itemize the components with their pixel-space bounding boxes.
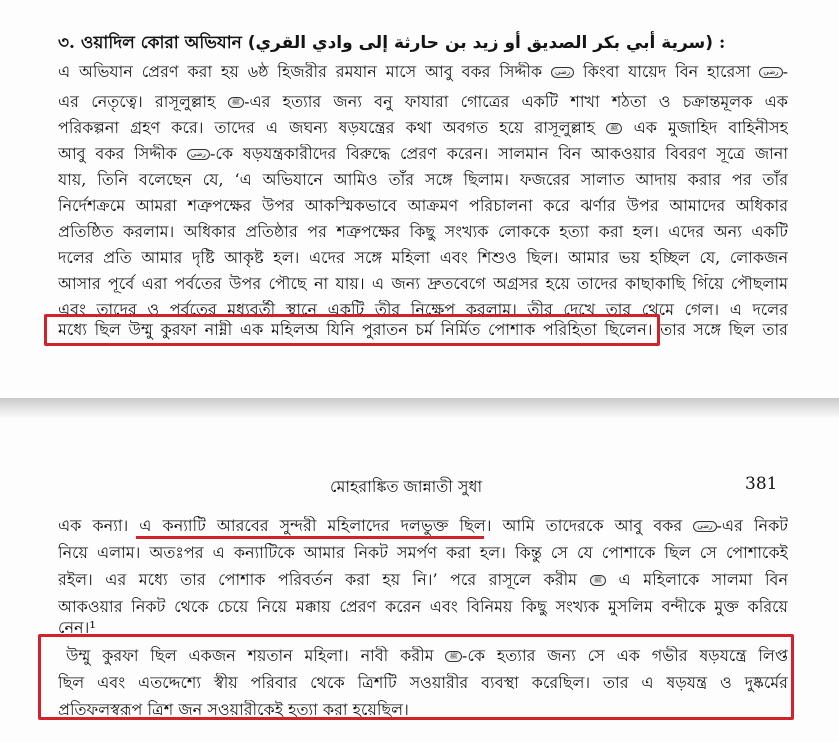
text-segment: মধ্যে ছিল উম্মু কুরফা নাম্নী এক মহিলঅ যিনি পুরাতন চর্ম নির্মিত পোশাক পরিহিতা ছিলেন। তার সঙ্গে ছিল তার [58,320,788,339]
honorific-seal-icon: رضي [187,149,210,160]
text-line [58,618,788,638]
text-line [58,274,788,294]
text-segment: নেন।¹ [58,618,96,637]
running-head: মোহরাঙ্কিত জান্নাতী সুধা [330,477,483,496]
highlight-underline-daughter [136,536,484,539]
text-line [58,196,788,216]
text-line [58,543,788,563]
text-segment: এবং তাদের ও পর্বতের মধ্যবর্তী স্থানে একটি তীর নিক্ষেপ করলাম। তীর দেখে তার থেমে গেল। এ দলের [58,300,788,319]
text-line [58,62,788,82]
heading-arabic: (سرية أبي بكر الصديق أو زيد بن حارثة إلى وادي القري) [247,33,714,53]
honorific-seal-icon: رضي [551,67,574,78]
page-separator [0,398,839,420]
heading-bengali: ৩. ওয়াদিল কোরা অভিযান [58,33,242,53]
honorific-seal-icon: ﷺ [445,651,461,662]
text-line [66,646,788,666]
text-line [58,248,788,268]
text-segment: এ মহিলাকে সালমা বিন [606,570,788,589]
text-segment: প্রতিফলস্বরূপ ত্রিশ জন সওয়ারীকেই হত্যা করা হয়েছিল। [58,700,409,719]
text-segment: নিয়ে এলাম। অতঃপর এ কন্যাটিকে আমার নিকট সমর্পণ করা হল। কিন্তু সে যে পোশাকে ছিল সে পোশাকেই [58,543,788,562]
text-segment: প্রতিষ্ঠিত করলাম। অধিকার প্রতিষ্ঠার পর শত্রুপক্ষের কিছু সংখ্যক লোককে হত্যা করা হল। এদের অন্য একটি [58,222,788,241]
text-line [58,597,788,617]
honorific-seal-icon: رضي [759,67,782,78]
text-line [58,222,788,242]
text-segment: -এর হত্যার জন্য বনু ফাযারা গোত্রের একটি শাখা শঠতা ও চক্রান্তমূলক এক [244,92,788,111]
honorific-seal-icon: رضي [693,521,716,532]
text-segment: -কে হত্যার জন্য সে এক গভীর ষড়যন্ত্রে লিপ্ত [461,646,788,665]
section-heading [58,30,788,58]
text-segment: ছিল এবং এতদ্দেশ্যে স্বীয় পরিবার থেকে ত্রিশটি সওয়ারীর ব্যবস্থা করেছিল। তার এ ষড়যন্ত্র ও দুষ্কর্মের [58,673,788,692]
text-segment: এক মুজাহিদ বাহিনীসহ [622,118,788,137]
text-segment: রইল। এর মধ্যে তার পোশাক পরিবর্তন করা হয় নি।’ পরে রাসূলে করীম [58,570,590,589]
honorific-seal-icon: ﷺ [228,97,244,108]
text-segment: এ অভিযান প্রেরণ করা হয় ৬ষ্ঠ হিজরীর রমযান মাসে আবু বকর সিদ্দীক [58,62,551,81]
text-segment: এক কন্যা। এ কন্যাটি আরবের সুন্দরী মহিলাদের দলভুক্ত ছিল। আমি তাদেরকে আবু বকর [58,516,694,535]
text-line [58,118,788,138]
honorific-seal-icon: ﷺ [590,575,606,586]
honorific-seal-icon: ﷺ [606,123,622,134]
text-segment: পরিকল্পনা গ্রহণ করে। তাদের এ জঘন্য ষড়যন্ত্রের কথা অবগত হয়ে রাসূলুল্লাহ [58,118,607,137]
text-line [58,300,788,320]
text-segment: নির্দেশক্রমে আমরা শত্রুপক্ষের উপর আকস্মিকভাবে আক্রমণ পরিচালনা করে ঝর্ণার উপর আমাদের অধিকার [58,196,788,215]
text-line [58,320,788,340]
heading-colon: : [718,33,726,53]
text-line [58,92,788,112]
page-number: 381 [745,474,778,494]
text-segment: যায়, তিনি বলেছেন যে, ‘এ অভিযানে আমিও তাঁর সঙ্গে ছিলাম। ফজরের সালাত আদায় করার পর তাঁর [58,170,788,189]
text-line [58,700,788,720]
text-segment: এর নেতৃত্বে। রাসূলুল্লাহ [58,92,228,111]
text-segment: কিংবা যায়েদ বিন হারেসা [574,62,760,81]
text-segment: - [782,62,788,81]
text-segment: আসার পূর্বে এরা পর্বতের উপর পৌছে না যায়। এ জন্য দ্রুতবেগে অগ্রসর হয়ে তাদের কাছাকাছি গিঁয়ে পৌছলাম [58,274,788,293]
text-line [58,673,788,693]
text-line [58,144,788,164]
text-segment: আকওয়ার নিকট থেকে চেয়ে নিয়ে মক্কায় প্রেরণ করেন এবং বিনিময় কিছু সংখ্যক মুসলিম বন্দীকে মুক্ত করিয়ে [58,597,788,616]
text-line [58,170,788,190]
text-segment: -এর নিকট [716,516,788,535]
text-line [58,570,788,590]
text-segment: আবু বকর সিদ্দীক [58,144,187,163]
text-line [58,516,788,536]
text-segment: উম্মু কুরফা ছিল একজন শয়তান মহিলা। নাবী করীম [66,646,446,665]
text-segment: দলের প্রতি আমার দৃষ্টি আকৃষ্ট হল। এদের সঙ্গে মহিলা এবং শিশুও ছিল। আমার ভয় হচ্ছিল যে, লোকজন [58,248,788,267]
text-segment: -কে ষড়যন্ত্রকারীদের বিরুদ্ধে প্রেরণ করেন। সালমান বিন আকওয়ার বিবরণ সূত্রে জানা [209,144,788,163]
